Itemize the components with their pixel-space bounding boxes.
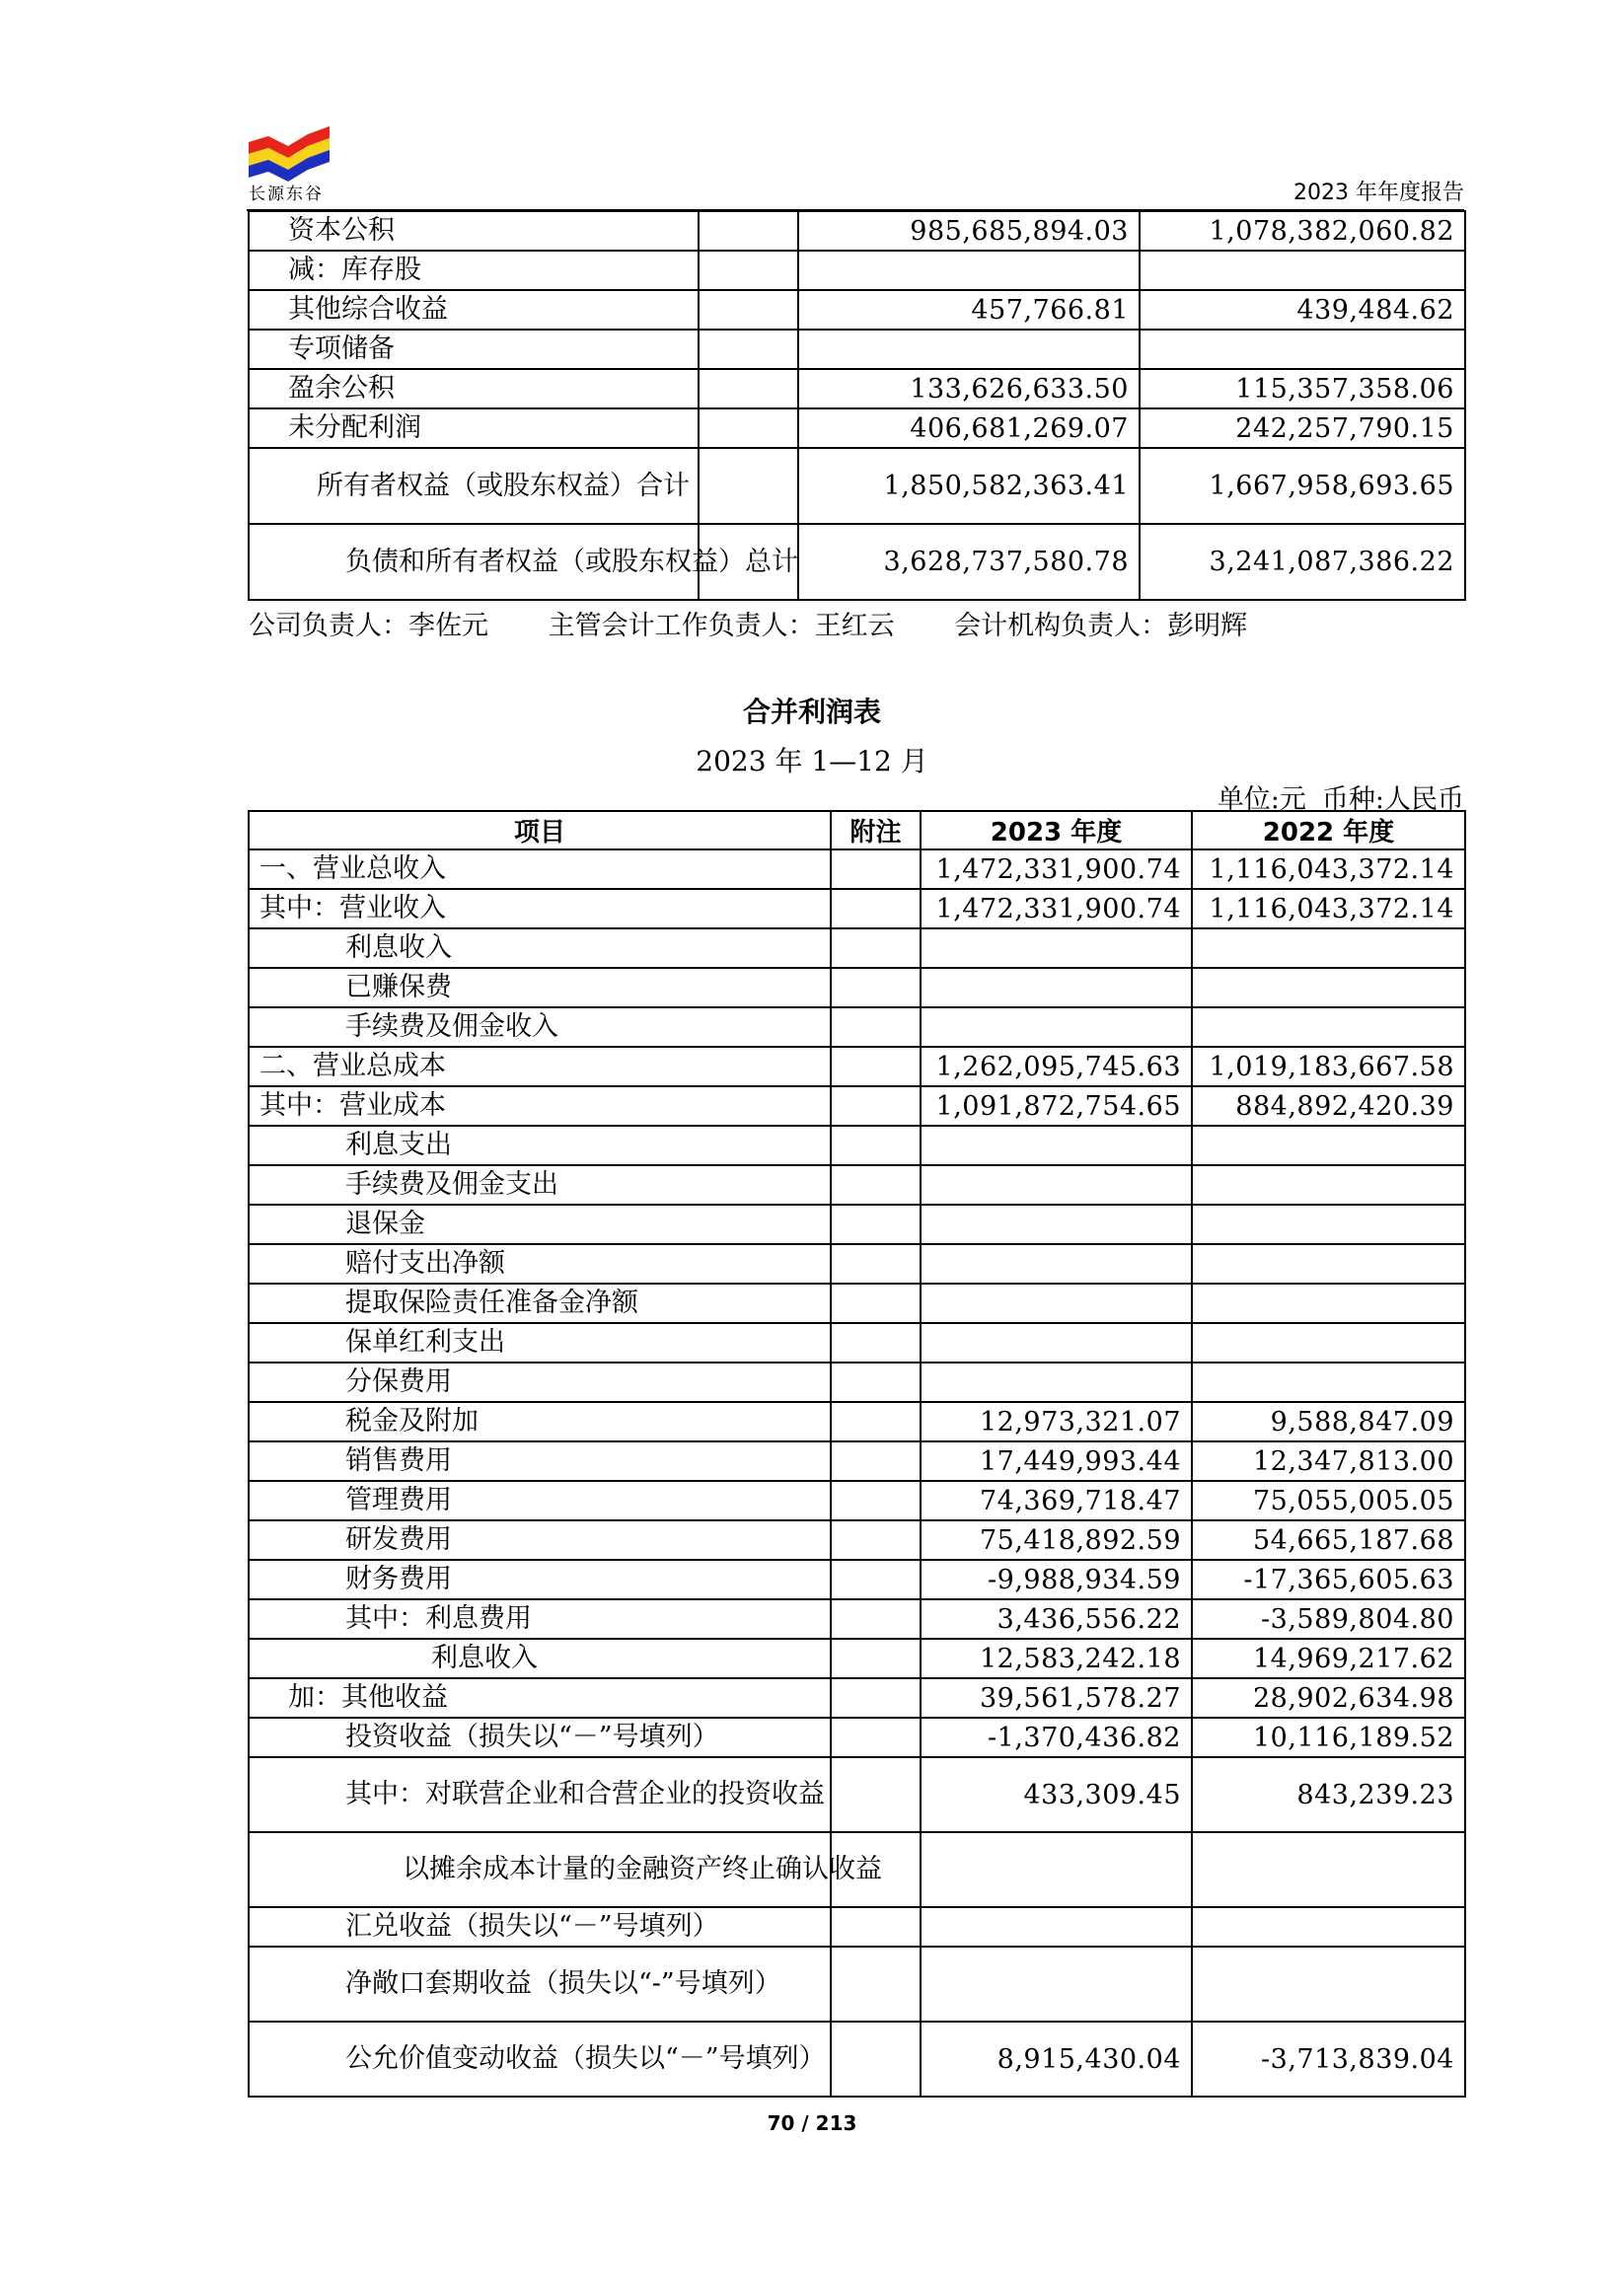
row-previous-value: -3,589,804.80	[1192, 1599, 1465, 1639]
row-current-value	[921, 1284, 1192, 1323]
row-note	[699, 330, 798, 369]
row-item-label: 保单红利支出	[249, 1323, 831, 1363]
row-previous-value	[1140, 330, 1465, 369]
row-note	[699, 251, 798, 290]
row-current-value: 133,626,633.50	[798, 369, 1140, 408]
row-note	[831, 1441, 921, 1481]
row-item-label: 利息收入	[249, 1639, 831, 1678]
table-row	[249, 1599, 1465, 1639]
row-item-label: 管理费用	[249, 1481, 831, 1520]
row-current-value	[798, 251, 1140, 290]
row-item-label: 以摊余成本计量的金融资产终止确认收益	[249, 1832, 831, 1907]
table-row	[249, 211, 1465, 251]
table-row	[249, 1718, 1465, 1757]
row-current-value: 1,262,095,745.63	[921, 1047, 1192, 1086]
table-row	[249, 1402, 1465, 1441]
statement-period: 2023 年 1—12 月	[696, 745, 928, 777]
page-number: 70 / 213	[767, 2111, 857, 2135]
row-previous-value	[1192, 1126, 1465, 1165]
table-row	[249, 408, 1465, 448]
row-note	[699, 448, 798, 524]
row-previous-value: 10,116,189.52	[1192, 1718, 1465, 1757]
row-note	[831, 1007, 921, 1047]
row-item-label: 利息支出	[249, 1126, 831, 1165]
row-item-label: 提取保险责任准备金净额	[249, 1284, 831, 1323]
row-note	[831, 1947, 921, 2022]
row-item-label: 所有者权益（或股东权益）合计	[249, 448, 699, 524]
row-current-value: 457,766.81	[798, 290, 1140, 330]
row-item-label: 投资收益（损失以“－”号填列）	[249, 1718, 831, 1757]
row-note	[699, 290, 798, 330]
row-item-label: 已赚保费	[249, 968, 831, 1007]
table-row	[249, 1520, 1465, 1560]
row-previous-value	[1192, 1947, 1465, 2022]
row-item-label: 加：其他收益	[249, 1678, 831, 1718]
row-item-label: 专项储备	[249, 330, 699, 369]
row-note	[831, 1639, 921, 1678]
row-note	[831, 1907, 921, 1947]
row-current-value: 1,091,872,754.65	[921, 1086, 1192, 1126]
table-row	[249, 1560, 1465, 1599]
row-current-value: 3,628,737,580.78	[798, 524, 1140, 600]
row-item-label: 财务费用	[249, 1560, 831, 1599]
table-row	[249, 1126, 1465, 1165]
row-current-value: -9,988,934.59	[921, 1560, 1192, 1599]
row-item-label: 汇兑收益（损失以“－”号填列）	[249, 1907, 831, 1947]
header-item: 项目	[249, 811, 831, 849]
table-row	[249, 1832, 1465, 1907]
row-previous-value: 14,969,217.62	[1192, 1639, 1465, 1678]
row-current-value: 74,369,718.47	[921, 1481, 1192, 1520]
row-current-value: -1,370,436.82	[921, 1718, 1192, 1757]
row-current-value: 1,850,582,363.41	[798, 448, 1140, 524]
currency-label: 币种:人民币	[1321, 784, 1464, 815]
row-item-label: 研发费用	[249, 1520, 831, 1560]
row-note	[699, 369, 798, 408]
row-note	[831, 1757, 921, 1832]
row-current-value	[921, 1907, 1192, 1947]
row-previous-value	[1192, 1165, 1465, 1205]
table-row	[249, 1205, 1465, 1244]
header-previous: 2022 年度	[1192, 811, 1465, 849]
row-note	[831, 1047, 921, 1086]
row-current-value: 406,681,269.07	[798, 408, 1140, 448]
table-row	[249, 1639, 1465, 1678]
row-previous-value: 439,484.62	[1140, 290, 1465, 330]
row-note	[831, 1599, 921, 1639]
table-row	[249, 1363, 1465, 1402]
row-item-label: 盈余公积	[249, 369, 699, 408]
row-item-label: 手续费及佣金收入	[249, 1007, 831, 1047]
row-note	[831, 1165, 921, 1205]
table-row	[249, 1757, 1465, 1832]
row-previous-value: 115,357,358.06	[1140, 369, 1465, 408]
row-previous-value: 1,667,958,693.65	[1140, 448, 1465, 524]
row-current-value: 8,915,430.04	[921, 2022, 1192, 2097]
row-item-label: 其他综合收益	[249, 290, 699, 330]
row-note	[831, 2022, 921, 2097]
row-note	[831, 1284, 921, 1323]
row-item-label: 赔付支出净额	[249, 1244, 831, 1284]
row-current-value	[921, 1165, 1192, 1205]
table-row	[249, 1165, 1465, 1205]
report-title: 2023 年年度报告	[1293, 181, 1464, 205]
table-row	[249, 968, 1465, 1007]
row-item-label: 其中：营业成本	[249, 1086, 831, 1126]
row-current-value	[921, 968, 1192, 1007]
table-row	[249, 1244, 1465, 1284]
row-item-label: 公允价值变动收益（损失以“－”号填列）	[249, 2022, 831, 2097]
row-note	[831, 1678, 921, 1718]
logo-text: 长源东谷	[249, 184, 324, 204]
row-note	[831, 1126, 921, 1165]
row-item-label: 减：库存股	[249, 251, 699, 290]
row-current-value: 12,973,321.07	[921, 1402, 1192, 1441]
row-item-label: 其中：营业收入	[249, 889, 831, 928]
row-current-value: 985,685,894.03	[798, 211, 1140, 251]
row-current-value: 39,561,578.27	[921, 1678, 1192, 1718]
table-row	[249, 1007, 1465, 1047]
row-note	[831, 968, 921, 1007]
row-note	[831, 849, 921, 889]
row-previous-value	[1192, 1832, 1465, 1907]
row-previous-value: 28,902,634.98	[1192, 1678, 1465, 1718]
row-previous-value: 843,239.23	[1192, 1757, 1465, 1832]
table-row	[249, 1086, 1465, 1126]
row-previous-value: 9,588,847.09	[1192, 1402, 1465, 1441]
row-current-value: 17,449,993.44	[921, 1441, 1192, 1481]
row-note	[831, 1520, 921, 1560]
row-previous-value: 3,241,087,386.22	[1140, 524, 1465, 600]
row-item-label: 负债和所有者权益（或股东权益）总计	[249, 524, 699, 600]
row-current-value: 3,436,556.22	[921, 1599, 1192, 1639]
row-current-value	[921, 1244, 1192, 1284]
table-row	[249, 889, 1465, 928]
row-previous-value	[1192, 1907, 1465, 1947]
row-note	[831, 1363, 921, 1402]
row-previous-value: 1,116,043,372.14	[1192, 849, 1465, 889]
row-previous-value: -17,365,605.63	[1192, 1560, 1465, 1599]
table-row	[249, 1907, 1465, 1947]
table-row	[249, 251, 1465, 290]
table-header-row	[249, 811, 1465, 849]
row-note	[699, 211, 798, 251]
row-previous-value	[1192, 928, 1465, 968]
accounting-org-head: 会计机构负责人：彭明辉	[954, 611, 1248, 641]
row-current-value	[921, 1205, 1192, 1244]
row-note	[831, 1718, 921, 1757]
row-previous-value: 242,257,790.15	[1140, 408, 1465, 448]
accounting-head: 主管会计工作负责人：王红云	[548, 611, 895, 641]
company-head: 公司负责人：李佐元	[249, 611, 488, 641]
row-note	[831, 1205, 921, 1244]
row-current-value	[921, 1323, 1192, 1363]
row-previous-value	[1192, 1323, 1465, 1363]
table-row	[249, 928, 1465, 968]
table-row	[249, 524, 1465, 600]
row-item-label: 利息收入	[249, 928, 831, 968]
row-note	[831, 1402, 921, 1441]
table-row	[249, 448, 1465, 524]
table-row	[249, 1284, 1465, 1323]
row-item-label: 销售费用	[249, 1441, 831, 1481]
row-note	[831, 889, 921, 928]
row-previous-value	[1192, 1284, 1465, 1323]
signature-line	[249, 604, 1298, 642]
row-current-value	[921, 1363, 1192, 1402]
row-current-value	[921, 1126, 1192, 1165]
row-previous-value: 1,019,183,667.58	[1192, 1047, 1465, 1086]
row-previous-value	[1192, 968, 1465, 1007]
row-previous-value	[1192, 1007, 1465, 1047]
row-previous-value	[1192, 1205, 1465, 1244]
row-note	[831, 928, 921, 968]
row-note	[831, 1560, 921, 1599]
row-previous-value: 884,892,420.39	[1192, 1086, 1465, 1126]
row-current-value: 433,309.45	[921, 1757, 1192, 1832]
row-current-value: 12,583,242.18	[921, 1639, 1192, 1678]
table-row	[249, 1947, 1465, 2022]
row-item-label: 二、营业总成本	[249, 1047, 831, 1086]
row-current-value: 75,418,892.59	[921, 1520, 1192, 1560]
row-previous-value: 54,665,187.68	[1192, 1520, 1465, 1560]
table-row	[249, 1441, 1465, 1481]
balance-sheet-table	[248, 210, 1466, 601]
row-item-label: 退保金	[249, 1205, 831, 1244]
table-row	[249, 290, 1465, 330]
row-note	[831, 1244, 921, 1284]
row-current-value	[921, 928, 1192, 968]
row-item-label: 分保费用	[249, 1363, 831, 1402]
row-item-label: 其中：对联营企业和合营企业的投资收益	[249, 1757, 831, 1832]
row-previous-value	[1192, 1363, 1465, 1402]
row-item-label: 其中：利息费用	[249, 1599, 831, 1639]
header-note: 附注	[831, 811, 921, 849]
header-current: 2023 年度	[921, 811, 1192, 849]
table-row	[249, 369, 1465, 408]
row-previous-value: 1,078,382,060.82	[1140, 211, 1465, 251]
row-current-value	[798, 330, 1140, 369]
row-current-value	[921, 1007, 1192, 1047]
row-item-label: 手续费及佣金支出	[249, 1165, 831, 1205]
row-item-label: 未分配利润	[249, 408, 699, 448]
row-current-value	[921, 1947, 1192, 2022]
unit-label: 单位:元	[1217, 784, 1306, 815]
table-row	[249, 1047, 1465, 1086]
row-item-label: 一、营业总收入	[249, 849, 831, 889]
row-note	[831, 1086, 921, 1126]
row-note	[831, 1481, 921, 1520]
row-item-label: 净敞口套期收益（损失以“-”号填列）	[249, 1947, 831, 2022]
table-row	[249, 1323, 1465, 1363]
row-previous-value: 12,347,813.00	[1192, 1441, 1465, 1481]
row-current-value	[921, 1832, 1192, 1907]
table-row	[249, 2022, 1465, 2097]
statement-title: 合并利润表	[742, 696, 881, 728]
row-note	[699, 408, 798, 448]
income-statement-table	[248, 810, 1466, 2098]
row-previous-value	[1192, 1244, 1465, 1284]
row-current-value: 1,472,331,900.74	[921, 849, 1192, 889]
row-previous-value: -3,713,839.04	[1192, 2022, 1465, 2097]
row-previous-value	[1140, 251, 1465, 290]
row-item-label: 税金及附加	[249, 1402, 831, 1441]
row-previous-value: 75,055,005.05	[1192, 1481, 1465, 1520]
row-note	[831, 1323, 921, 1363]
table-row	[249, 1678, 1465, 1718]
table-row	[249, 330, 1465, 369]
table-row	[249, 849, 1465, 889]
row-item-label: 资本公积	[249, 211, 699, 251]
table-row	[249, 1481, 1465, 1520]
row-current-value: 1,472,331,900.74	[921, 889, 1192, 928]
row-previous-value: 1,116,043,372.14	[1192, 889, 1465, 928]
